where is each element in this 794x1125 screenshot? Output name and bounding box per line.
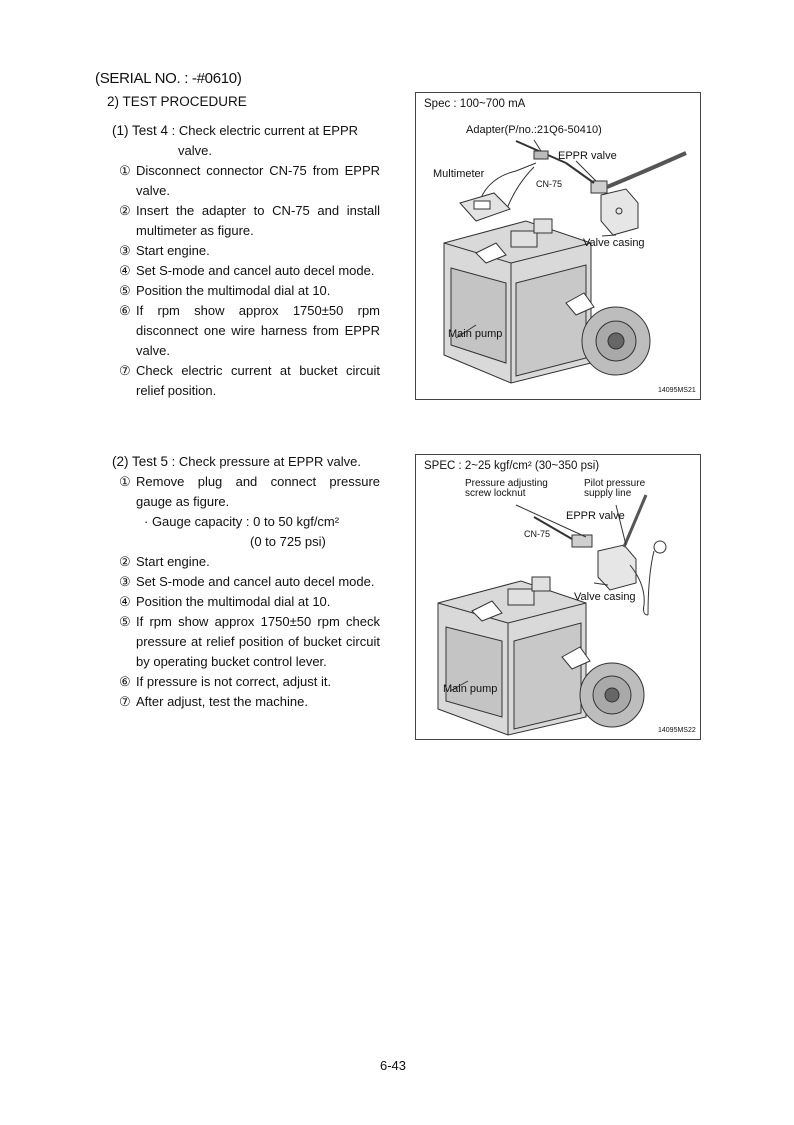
figure-eppr-pressure-test xyxy=(415,454,701,740)
main-pump-label: Main pump xyxy=(443,683,498,695)
serial-number-heading: (SERIAL NO. : -#0610) xyxy=(95,70,242,87)
test4-step xyxy=(119,361,380,401)
test4-step xyxy=(119,241,380,261)
step-text: Set S-mode and cancel auto decel mode. xyxy=(136,574,375,589)
pressure-adjusting-label-line1: Pressure adjusting xyxy=(465,478,548,489)
pump-multimeter-illustration xyxy=(416,93,700,399)
step-number: ① xyxy=(119,163,131,178)
step-number: ② xyxy=(119,203,131,218)
step-number: ① xyxy=(119,474,131,489)
eppr-valve-label: EPPR valve xyxy=(566,510,625,522)
test5-label: (2) Test 5 xyxy=(112,454,169,469)
test4-step xyxy=(119,161,380,201)
test4-block xyxy=(112,121,380,401)
section-title: 2) TEST PROCEDURE xyxy=(107,94,247,109)
test5-step xyxy=(119,592,380,612)
figure-eppr-current-test xyxy=(415,92,701,400)
cn75-label: CN-75 xyxy=(536,179,563,189)
step-text: Start engine. xyxy=(136,554,210,569)
test5-step xyxy=(119,572,380,592)
test5-step xyxy=(119,472,380,512)
valve-casing-label: Valve casing xyxy=(574,591,636,603)
pressure-adjusting-label-line2: screw locknut xyxy=(465,488,526,499)
test5-step xyxy=(119,692,380,712)
test5-step xyxy=(119,672,380,692)
step-text: Position the multimodal dial at 10. xyxy=(136,283,331,298)
step-text: After adjust, test the machine. xyxy=(136,694,308,709)
step-text: Disconnect connector CN-75 from EPPR valve. xyxy=(136,163,380,198)
test5-block xyxy=(112,452,380,712)
test4-label: (1) Test 4 xyxy=(112,123,169,138)
step-number: ⑦ xyxy=(119,694,131,709)
valve-casing-label: Valve casing xyxy=(583,237,645,249)
test5-heading xyxy=(112,452,380,472)
figure1-spec: Spec : 100~700 mA xyxy=(424,98,526,110)
main-pump-label: Main pump xyxy=(448,328,503,340)
test4-desc-line2: valve. xyxy=(178,143,212,158)
test4-step xyxy=(119,301,380,361)
test5-desc: : Check pressure at EPPR valve. xyxy=(168,454,361,469)
pump-gauge-illustration xyxy=(416,455,700,739)
step-number: ④ xyxy=(119,263,131,278)
pilot-pressure-label-line2: supply line xyxy=(584,488,632,499)
step-text: If pressure is not correct, adjust it. xyxy=(136,674,332,689)
test4-step xyxy=(119,201,380,241)
test4-desc-line1: : Check electric current at EPPR xyxy=(168,123,359,138)
step-text: Set S-mode and cancel auto decel mode. xyxy=(136,263,375,278)
step-number: ⑦ xyxy=(119,363,131,378)
step-number: ② xyxy=(119,554,131,569)
eppr-valve-label: EPPR valve xyxy=(558,150,617,162)
step-number: ③ xyxy=(119,243,131,258)
step-text: Remove plug and connect pressure gauge as figure. xyxy=(136,474,380,509)
gauge-capacity-psi: (0 to 725 psi) xyxy=(250,534,326,549)
figure1-code: 14095MS21 xyxy=(658,387,696,394)
step-text: Start engine. xyxy=(136,243,210,258)
cn75-label: CN-75 xyxy=(524,529,551,539)
step-number: ③ xyxy=(119,574,131,589)
adapter-label: Adapter(P/no.:21Q6-50410) xyxy=(466,124,602,136)
step-number: ⑥ xyxy=(119,303,131,318)
step-number: ⑤ xyxy=(119,614,131,629)
gauge-capacity-line: · Gauge capacity : 0 to 50 kgf/cm² xyxy=(144,514,340,529)
step-text: If rpm show approx 1750±50 rpm disconnect one wire harness from EPPR valve. xyxy=(136,303,380,358)
figure2-code: 14095MS22 xyxy=(658,727,696,734)
step-number: ④ xyxy=(119,594,131,609)
step-text: Position the multimodal dial at 10. xyxy=(136,594,331,609)
test4-heading xyxy=(112,121,380,161)
test5-step xyxy=(119,552,380,572)
step-number: ⑥ xyxy=(119,674,131,689)
test5-step xyxy=(119,612,380,672)
figure2-spec: SPEC : 2~25 kgf/cm² (30~350 psi) xyxy=(424,460,600,472)
step-text: Insert the adapter to CN-75 and install multimeter as figure. xyxy=(136,203,380,238)
step-text: Check electric current at bucket circuit relief position. xyxy=(136,363,380,398)
test4-step xyxy=(119,261,380,281)
step-text: If rpm show approx 1750±50 rpm check pressure at relief position of bucket circuit by operating bucket control lever. xyxy=(136,614,380,669)
page-number: 6-43 xyxy=(380,1058,407,1073)
step-number: ⑤ xyxy=(119,283,131,298)
multimeter-label: Multimeter xyxy=(433,168,485,180)
test4-step xyxy=(119,281,380,301)
pilot-pressure-label-line1: Pilot pressure xyxy=(584,478,646,489)
